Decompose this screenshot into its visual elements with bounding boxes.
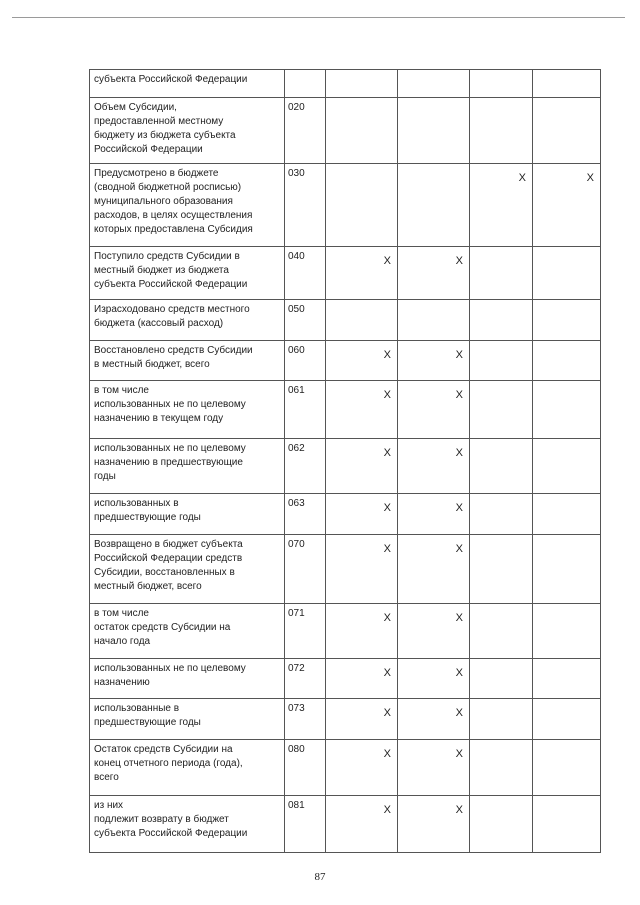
value-cell (470, 70, 533, 98)
row-label-line: годы (94, 471, 116, 482)
row-label-line: назначению в предшествующие (94, 457, 243, 468)
row-label-line: субъекта Российской Федерации (94, 828, 248, 839)
value-cell (470, 740, 533, 796)
row-label-cell (90, 535, 285, 604)
row-label-line: предоставленной местному (94, 116, 224, 127)
value-cell: X (326, 381, 398, 439)
value-cell (533, 381, 601, 439)
value-cell (326, 164, 398, 247)
row-code-cell: 071 (285, 604, 326, 659)
value-cell (533, 740, 601, 796)
value-cell (533, 439, 601, 494)
row-label-line: остаток средств Субсидии на (94, 622, 231, 633)
value-cell: X (326, 535, 398, 604)
value-cell (470, 247, 533, 300)
table-row (90, 796, 601, 853)
value-cell: X (398, 659, 470, 699)
row-code-cell: 020 (285, 98, 326, 164)
row-label-line: муниципального образования (94, 196, 233, 207)
row-label-line: Израсходовано средств местного (94, 304, 250, 315)
table-row (90, 740, 601, 796)
value-cell: X (398, 604, 470, 659)
row-label-cell (90, 659, 285, 699)
value-cell (398, 98, 470, 164)
value-cell: X (398, 247, 470, 300)
row-label-cell (90, 247, 285, 300)
header-rule (12, 17, 625, 18)
row-label-line: подлежит возврату в бюджет (94, 814, 229, 825)
value-cell (533, 604, 601, 659)
value-cell (533, 659, 601, 699)
table-row (90, 247, 601, 300)
row-label-line: в том числе (94, 385, 149, 396)
value-cell (470, 381, 533, 439)
table-row (90, 659, 601, 699)
row-label-line: назначению (94, 677, 150, 688)
value-cell (398, 164, 470, 247)
row-label-cell (90, 381, 285, 439)
row-label-cell (90, 796, 285, 853)
row-code-cell: 073 (285, 699, 326, 740)
table-row (90, 341, 601, 381)
row-label-line: использованных в (94, 498, 179, 509)
table-row (90, 494, 601, 535)
value-cell: X (398, 494, 470, 535)
value-cell: X (326, 796, 398, 853)
row-label-line: которых предоставлена Субсидия (94, 224, 253, 235)
value-cell (470, 341, 533, 381)
row-label-line: бюджету из бюджета субъекта (94, 130, 236, 141)
row-label-line: использованных не по целевому (94, 399, 246, 410)
value-cell: X (398, 740, 470, 796)
page-number: 87 (314, 871, 326, 883)
table-row (90, 300, 601, 341)
row-code-cell: 070 (285, 535, 326, 604)
row-label-line: Субсидии, восстановленных в (94, 567, 235, 578)
row-label-line: предшествующие годы (94, 717, 201, 728)
row-label-line: (сводной бюджетной росписью) (94, 182, 242, 193)
value-cell (533, 494, 601, 535)
row-code-cell: 081 (285, 796, 326, 853)
row-label-line: назначению в текущем году (94, 413, 224, 424)
row-label-line: субъекта Российской Федерации (94, 279, 248, 290)
value-cell (470, 604, 533, 659)
value-cell: X (326, 699, 398, 740)
row-code-cell: 040 (285, 247, 326, 300)
row-label-line: в местный бюджет, всего (94, 359, 210, 370)
value-cell: X (326, 740, 398, 796)
row-code-cell: 060 (285, 341, 326, 381)
value-cell (533, 341, 601, 381)
value-cell: X (398, 381, 470, 439)
table-row (90, 439, 601, 494)
subsidy-report-table (89, 69, 601, 853)
row-label-line: всего (94, 772, 119, 783)
value-cell (533, 535, 601, 604)
report-table-body (90, 70, 601, 853)
row-label-line: Восстановлено средств Субсидии (94, 345, 253, 356)
row-label-cell (90, 439, 285, 494)
value-cell (533, 300, 601, 341)
value-cell (326, 300, 398, 341)
value-cell: X (470, 164, 533, 247)
value-cell (533, 247, 601, 300)
value-cell (470, 300, 533, 341)
value-cell: X (398, 535, 470, 604)
row-label-cell (90, 164, 285, 247)
table-row (90, 699, 601, 740)
value-cell (470, 494, 533, 535)
value-cell (470, 98, 533, 164)
row-label-cell (90, 699, 285, 740)
row-label-cell (90, 70, 285, 98)
value-cell: X (326, 494, 398, 535)
row-code-cell (285, 70, 326, 98)
value-cell (533, 98, 601, 164)
value-cell (470, 535, 533, 604)
value-cell (533, 796, 601, 853)
value-cell (470, 439, 533, 494)
row-label-line: в том числе (94, 608, 149, 619)
table-row (90, 70, 601, 98)
row-label-line: использованных не по целевому (94, 663, 246, 674)
row-label-line: местный бюджет, всего (94, 581, 202, 592)
row-label-line: конец отчетного периода (года), (94, 758, 243, 769)
value-cell (533, 70, 601, 98)
value-cell (470, 659, 533, 699)
value-cell (326, 70, 398, 98)
row-label-cell (90, 604, 285, 659)
row-label-line: из них (94, 800, 124, 811)
value-cell: X (326, 439, 398, 494)
value-cell: X (398, 341, 470, 381)
value-cell (533, 699, 601, 740)
table-row (90, 535, 601, 604)
row-label-cell (90, 300, 285, 341)
value-cell: X (326, 247, 398, 300)
row-label-line: Предусмотрено в бюджете (94, 168, 219, 179)
table-row (90, 164, 601, 247)
row-code-cell: 062 (285, 439, 326, 494)
row-code-cell: 080 (285, 740, 326, 796)
row-label-line: местный бюджет из бюджета (94, 265, 229, 276)
value-cell: X (398, 699, 470, 740)
row-label-line: бюджета (кассовый расход) (94, 318, 224, 329)
value-cell: X (326, 604, 398, 659)
table-row (90, 381, 601, 439)
row-label-line: использованных не по целевому (94, 443, 246, 454)
row-code-cell: 072 (285, 659, 326, 699)
row-label-line: субъекта Российской Федерации (94, 74, 248, 85)
row-code-cell: 050 (285, 300, 326, 341)
value-cell (470, 699, 533, 740)
row-label-line: Поступило средств Субсидии в (94, 251, 240, 262)
row-label-line: Российской Федерации (94, 144, 203, 155)
row-label-cell (90, 740, 285, 796)
row-label-line: начало года (94, 636, 151, 647)
table-row (90, 604, 601, 659)
row-label-cell (90, 98, 285, 164)
row-label-line: расходов, в целях осуществления (94, 210, 253, 221)
row-label-line: Возвращено в бюджет субъекта (94, 539, 243, 550)
value-cell: X (533, 164, 601, 247)
value-cell: X (326, 341, 398, 381)
row-label-line: Объем Субсидии, (94, 102, 177, 113)
row-code-cell: 061 (285, 381, 326, 439)
value-cell (470, 796, 533, 853)
row-code-cell: 030 (285, 164, 326, 247)
value-cell (398, 300, 470, 341)
row-code-cell: 063 (285, 494, 326, 535)
row-label-line: Российской Федерации средств (94, 553, 243, 564)
row-label-cell (90, 341, 285, 381)
row-label-line: предшествующие годы (94, 512, 201, 523)
value-cell (398, 70, 470, 98)
table-row (90, 98, 601, 164)
value-cell: X (326, 659, 398, 699)
row-label-line: Остаток средств Субсидии на (94, 744, 233, 755)
row-label-cell (90, 494, 285, 535)
value-cell (326, 98, 398, 164)
value-cell: X (398, 439, 470, 494)
row-label-line: использованные в (94, 703, 180, 714)
value-cell: X (398, 796, 470, 853)
